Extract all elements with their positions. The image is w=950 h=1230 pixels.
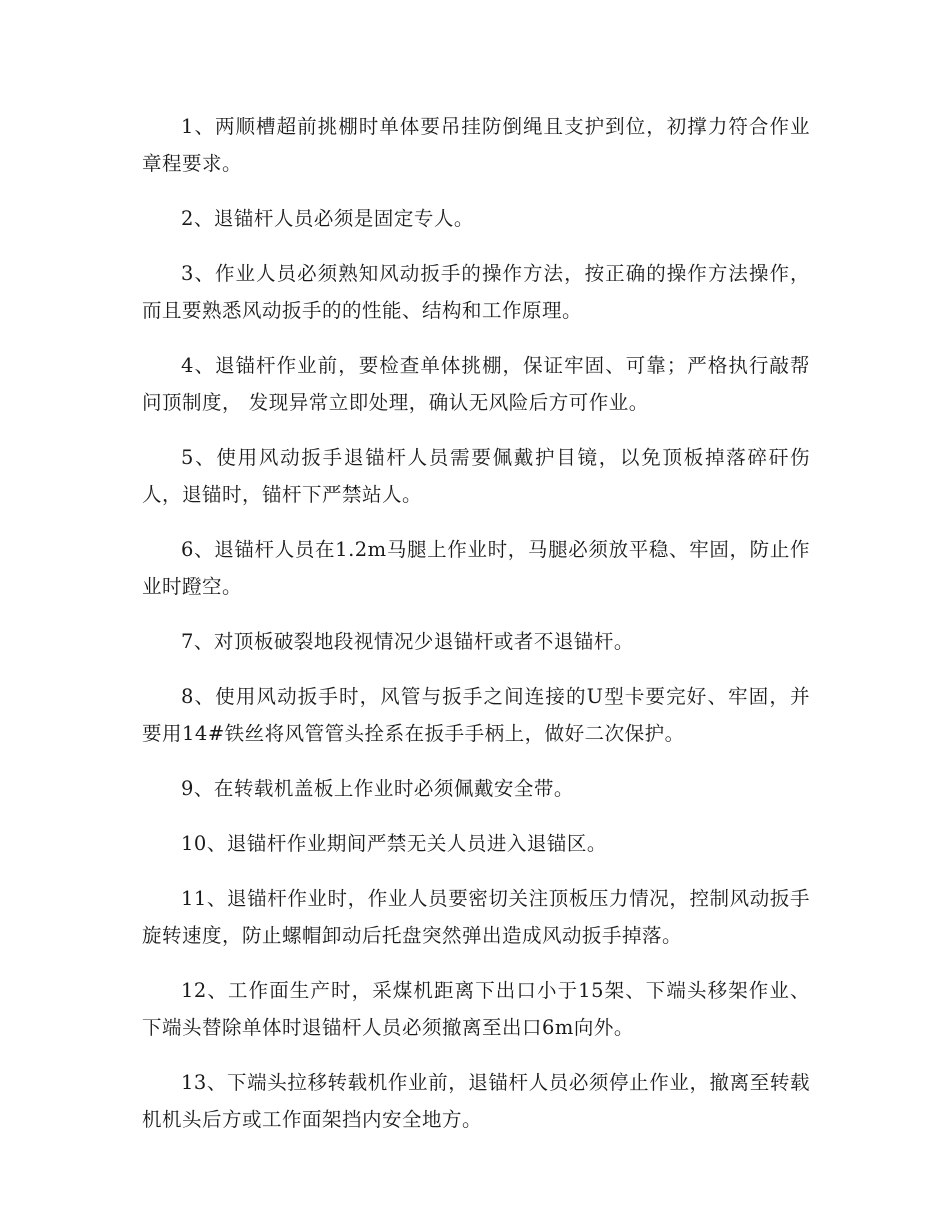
document-body	[142, 108, 810, 1156]
paragraph-5: 5、使用风动扳手退锚杆人员需要佩戴护目镜，以免顶板掉落碎矸伤人，退锚时，锚杆下严禁站人。	[142, 446, 810, 506]
paragraph-11: 11、退锚杆作业时，作业人员要密切关注顶板压力情况，控制风动扳手旋转速度，防止螺帽卸动后托盘突然弹出造成风动扳手掉落。	[142, 887, 810, 947]
paragraph-8: 8、使用风动扳手时，风管与扳手之间连接的U型卡要完好、牢固，并要用14#铁丝将风管管头拴系在扳手手柄上，做好二次保护。	[142, 685, 810, 745]
paragraph-12: 12、工作面生产时，采煤机距离下出口小于15架、下端头移架作业、下端头替除单体时退锚杆人员必须撤离至出口6m向外。	[142, 979, 810, 1039]
paragraph-6: 6、退锚杆人员在1.2m马腿上作业时，马腿必须放平稳、牢固，防止作业时蹬空。	[142, 538, 810, 598]
paragraph-4: 4、退锚杆作业前，要检查单体挑棚，保证牢固、可靠；严格执行敲帮问顶制度， 发现异常立即处理，确认无风险后方可作业。	[142, 354, 810, 414]
paragraph-2: 2、退锚杆人员必须是固定专人。	[181, 207, 474, 230]
paragraph-10: 10、退锚杆作业期间严禁无关人员进入退锚区。	[181, 832, 607, 855]
paragraph-7: 7、对顶板破裂地段视情况少退锚杆或者不退锚杆。	[181, 630, 634, 653]
paragraph-9: 9、在转载机盖板上作业时必须佩戴安全带。	[181, 777, 574, 800]
paragraph-13: 13、下端头拉移转载机作业前，退锚杆人员必须停止作业，撤离至转载机机头后方或工作面架挡内安全地方。	[142, 1071, 810, 1131]
paragraph-3: 3、作业人员必须熟知风动扳手的操作方法，按正确的操作方法操作，而且要熟悉风动扳手的的性能、结构和工作原理。	[142, 262, 810, 322]
paragraph-1: 1、两顺槽超前挑棚时单体要吊挂防倒绳且支护到位，初撑力符合作业章程要求。	[142, 115, 810, 175]
